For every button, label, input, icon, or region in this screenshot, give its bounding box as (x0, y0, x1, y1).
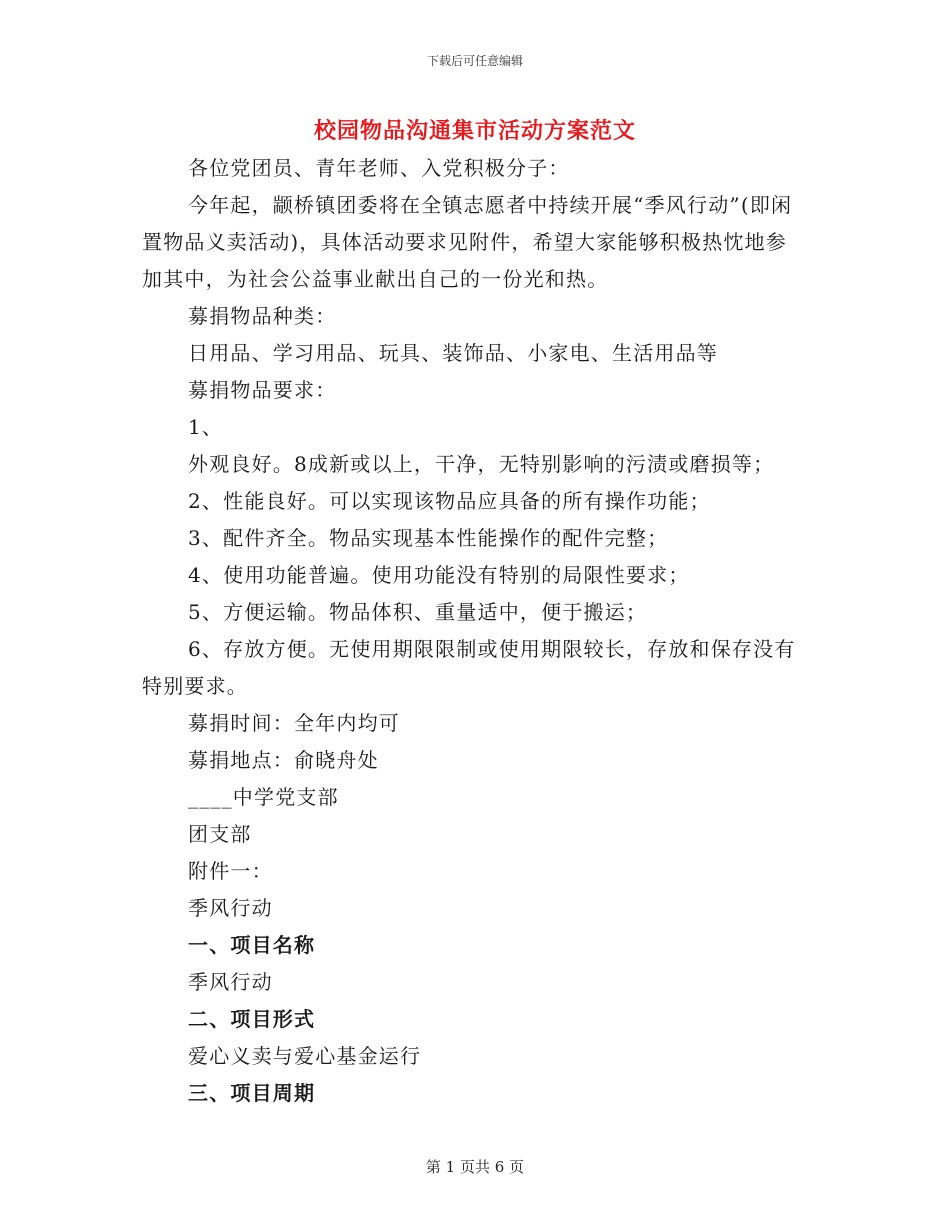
attachment-title: 季风行动 (188, 896, 273, 920)
requirement-4: 4、使用功能普遍。使用功能没有特别的局限性要求； (188, 563, 690, 587)
party-branch: ____中学党支部 (188, 785, 339, 809)
category-heading: 募捐物品种类： (188, 304, 337, 328)
requirement-5: 5、方便运输。物品体积、重量适中，便于搬运； (188, 600, 648, 624)
section-content-2: 爱心义卖与爱心基金运行 (188, 1044, 422, 1068)
section-heading-1: 一、项目名称 (188, 933, 316, 957)
page-footer: 第 1 页共 6 页 (425, 1158, 525, 1176)
requirement-number-1: 1、 (188, 415, 224, 439)
donation-time: 募捐时间：全年内均可 (188, 711, 400, 735)
league-branch: 团支部 (188, 822, 252, 846)
greeting: 各位党团员、青年老师、入党积极分子： (188, 156, 570, 180)
attachment-label: 附件一： (188, 859, 273, 883)
requirement-6: 6、存放方便。无使用期限限制或使用期限较长，存放和保存没有特别要求。 (142, 637, 796, 698)
section-heading-2: 二、项目形式 (188, 1007, 316, 1031)
requirement-2: 2、性能良好。可以实现该物品应具备的所有操作功能； (188, 489, 711, 513)
intro-paragraph: 今年起，颛桥镇团委将在全镇志愿者中持续开展“季风行动”(即闲置物品义卖活动)，具体活动要求见附件，希望大家能够积极热忱地参加其中，为社会公益事业献出自己的一份光和热。 (142, 193, 793, 291)
requirement-3: 3、配件齐全。物品实现基本性能操作的配件完整； (188, 526, 669, 550)
document-title: 校园物品沟通集市活动方案范文 (313, 118, 636, 144)
requirement-1: 外观良好。8成新或以上，干净，无特别影响的污渍或磨损等； (188, 452, 775, 476)
section-content-1: 季风行动 (188, 970, 273, 994)
donation-location: 募捐地点：俞晓舟处 (188, 748, 379, 772)
section-heading-3: 三、项目周期 (188, 1081, 316, 1105)
requirements-heading: 募捐物品要求： (188, 378, 337, 402)
header-note: 下载后可任意编辑 (426, 54, 523, 68)
category-list: 日用品、学习用品、玩具、装饰品、小家电、生活用品等 (188, 341, 718, 365)
document-body (142, 150, 808, 1112)
